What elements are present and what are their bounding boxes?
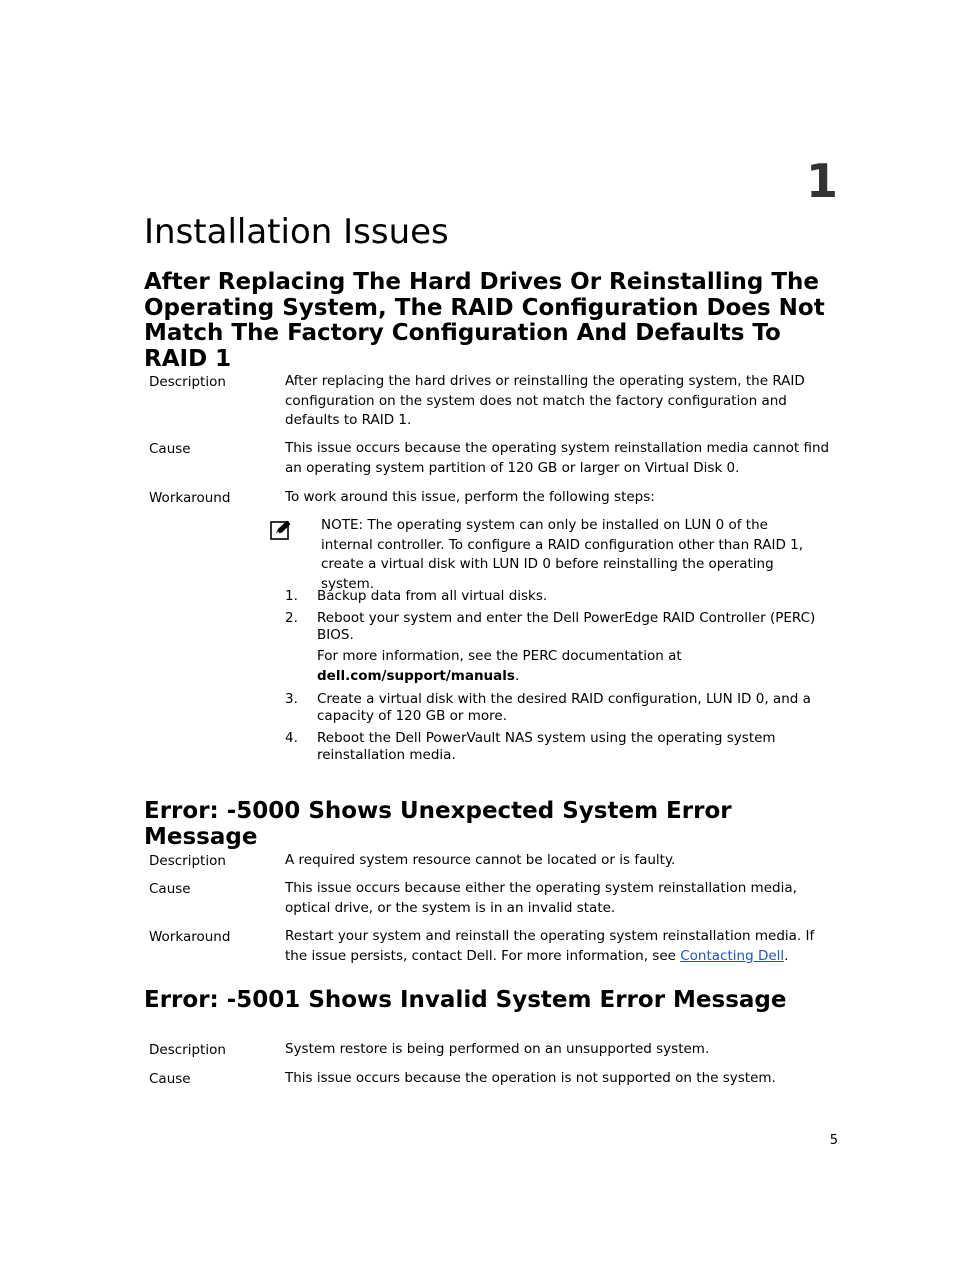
workaround-suffix: . — [784, 947, 789, 964]
step-number: 3. — [285, 691, 298, 707]
more-info-prefix: For more information, see the PERC documentation at — [317, 648, 682, 664]
workaround-text: To work around this issue, perform the following steps: — [285, 489, 655, 505]
description-text: After replacing the hard drives or reinstalling the operating system, the RAID configuration on the system does not match the factory configuration and defaults to RAID 1. — [285, 373, 805, 428]
description-text: System restore is being performed on an unsupported system. — [285, 1041, 710, 1057]
section3-title: Error: -5001 Shows Invalid System Error Message — [144, 987, 787, 1013]
cause-text: This issue occurs because the operation is not supported on the system. — [285, 1070, 776, 1086]
cause-label: Cause — [149, 881, 191, 897]
section2-title: Error: -5000 Shows Unexpected System Error Message — [144, 798, 732, 850]
workaround-text — [285, 927, 835, 966]
step2-more-info — [317, 647, 827, 686]
cause-text: This issue occurs because either the operating system reinstallation media, optical drive, or the system is in an invalid state. — [285, 880, 797, 916]
step-text: Create a virtual disk with the desired RAID configuration, LUN ID 0, and a capacity of 120 GB or more. — [317, 691, 811, 724]
cause-label: Cause — [149, 441, 191, 457]
perc-docs-url: dell.com/support/manuals — [317, 667, 515, 684]
note-label: NOTE: — [321, 517, 364, 533]
note-pencil-icon — [270, 519, 292, 541]
step-text: Backup data from all virtual disks. — [317, 588, 548, 604]
description-label: Description — [149, 374, 226, 390]
description-label: Description — [149, 853, 226, 869]
workaround-label: Workaround — [149, 929, 231, 945]
note-body: The operating system can only be installed on LUN 0 of the internal controller. To configure a RAID configuration other than RAID 1, create a virtual disk with LUN ID 0 before reinstalling the operating system. — [321, 517, 804, 592]
description-label: Description — [149, 1042, 226, 1058]
cause-label: Cause — [149, 1071, 191, 1087]
workaround-label: Workaround — [149, 490, 231, 506]
chapter-title: Installation Issues — [144, 212, 449, 252]
step-text: Reboot your system and enter the Dell PowerEdge RAID Controller (PERC) BIOS. — [317, 610, 816, 643]
more-info-suffix: . — [514, 667, 520, 684]
step-text: Reboot the Dell PowerVault NAS system using the operating system reinstallation media. — [317, 730, 776, 763]
cause-text: This issue occurs because the operating system reinstallation media cannot find an operating system partition of 120 GB or larger on Virtual Disk 0. — [285, 440, 830, 476]
workaround-prefix: Restart your system and reinstall the operating system reinstallation media. If the issue persists, contact Dell. For more information, see — [285, 928, 815, 964]
chapter-number: 1 — [805, 154, 838, 208]
section1-title: After Replacing The Hard Drives Or Reinstalling The Operating System, The RAID Configuration Does Not Match The Factory Configuration And Defaults To RAID 1 — [144, 269, 825, 372]
note-text — [321, 516, 819, 594]
contacting-dell-link[interactable]: Contacting Dell — [680, 947, 785, 964]
step-number: 2. — [285, 610, 298, 626]
description-text: A required system resource cannot be located or is faulty. — [285, 852, 676, 868]
step-number: 1. — [285, 588, 298, 604]
page-number: 5 — [829, 1133, 838, 1148]
step-number: 4. — [285, 730, 298, 746]
